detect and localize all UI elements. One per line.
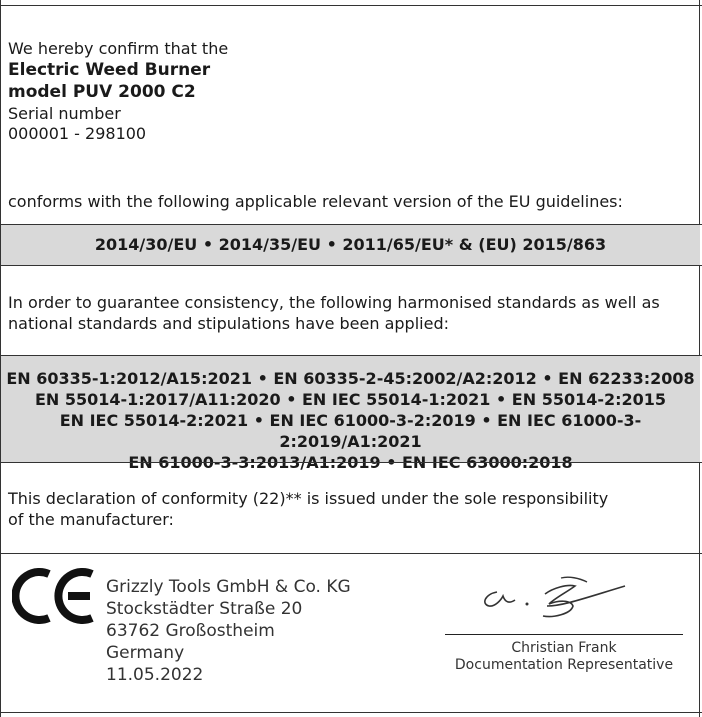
serial-range: 000001 - 298100 (8, 124, 147, 143)
signatory-name: Christian Frank (511, 640, 617, 656)
guidelines-text: conforms with the following applicable relevant version of the EU guidelines: (8, 192, 623, 211)
standards-list (1, 356, 700, 473)
declaration-line1: This declaration of conformity (22)** is issued under the sole responsibility (8, 489, 609, 508)
standards-line: EN IEC 55014-2:2021 • EN IEC 61000-3-2:2019 • EN IEC 61000-3-2:2019/A1:2021 (59, 411, 642, 451)
product-name: Electric Weed Burner (8, 60, 211, 80)
standards-line: EN 60335-1:2012/A15:2021 • EN 60335-2-45:2002/A2:2012 • EN 62233:2008 (6, 369, 695, 388)
standards-text-line1: In order to guarantee consistency, the following harmonised standards as well as (8, 293, 660, 312)
manufacturer-address (106, 576, 351, 686)
signature-line (445, 634, 683, 635)
product-model: model PUV 2000 C2 (8, 82, 196, 102)
divider-guidelines-bottom (0, 265, 702, 266)
declaration-date: 11.05.2022 (106, 665, 204, 685)
signature-image (475, 570, 635, 630)
intro-line: We hereby confirm that the (8, 39, 229, 58)
manufacturer-country: Germany (106, 643, 185, 663)
guidelines-band (1, 225, 700, 265)
guidelines-list: 2014/30/EU • 2014/35/EU • 2011/65/EU* & (EU) 2015/863 (94, 235, 607, 254)
standards-band (1, 356, 700, 472)
divider-manufacturer-top (0, 553, 702, 554)
manufacturer-name: Grizzly Tools GmbH & Co. KG (106, 577, 351, 597)
serial-label: Serial number (8, 104, 121, 123)
standards-line: EN 55014-1:2017/A11:2020 • EN IEC 55014-1:2021 • EN 55014-2:2015 (34, 390, 667, 409)
manufacturer-street: Stockstädter Straße 20 (106, 599, 303, 619)
standards-line: EN 61000-3-3:2013/A1:2019 • EN IEC 63000:2018 (128, 453, 573, 472)
standards-text-line2: national standards and stipulations have been applied: (8, 314, 449, 333)
ce-mark-icon (12, 568, 96, 624)
declaration-line2: of the manufacturer: (8, 510, 174, 529)
signatory-title: Documentation Representative (454, 657, 674, 673)
signatory-block (440, 640, 688, 674)
divider-standards-bottom (0, 462, 702, 463)
divider-bottom (0, 712, 702, 713)
manufacturer-city: 63762 Großostheim (106, 621, 275, 641)
divider-top (0, 5, 702, 6)
